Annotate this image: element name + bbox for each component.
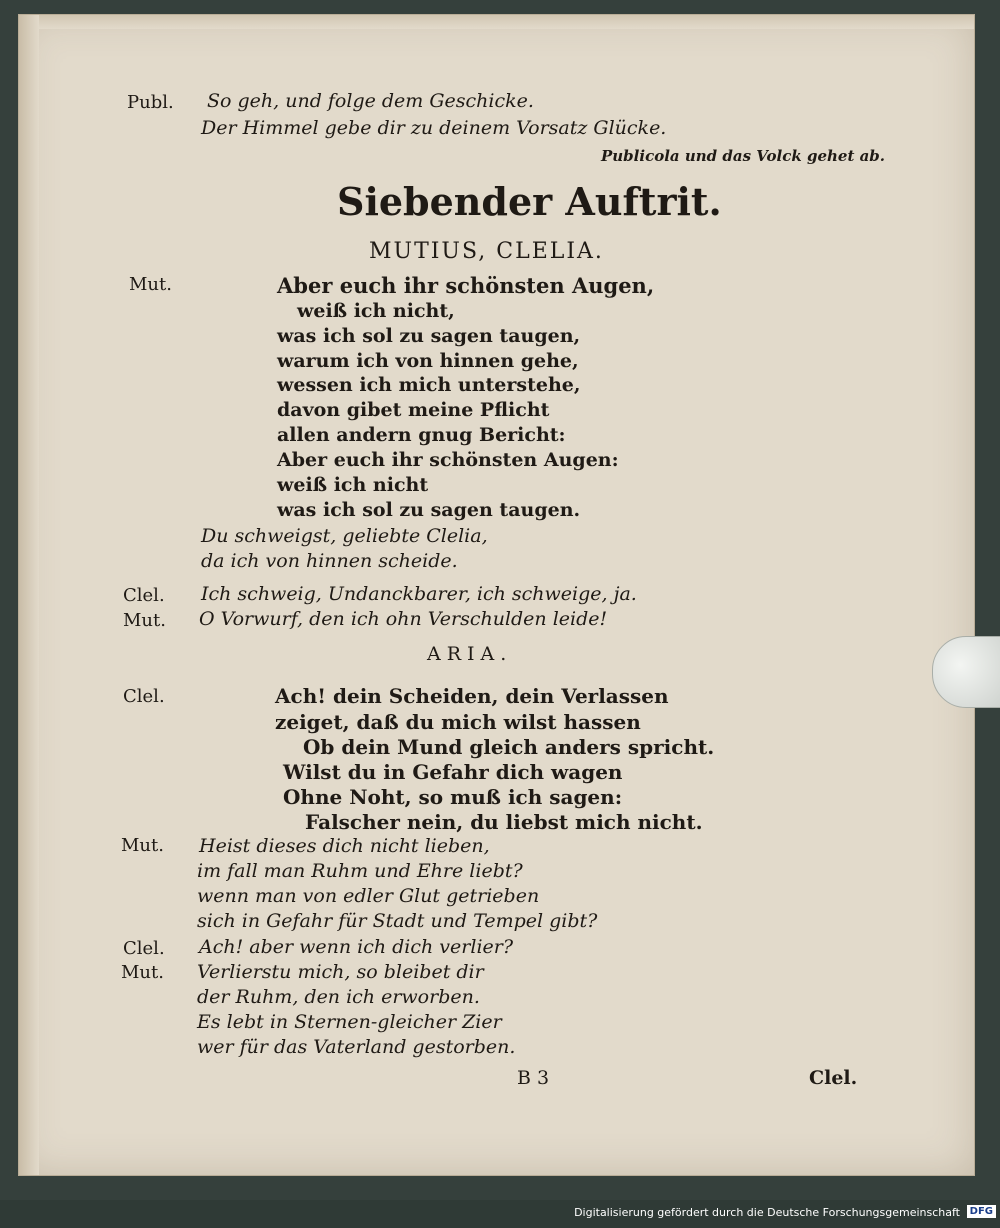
book-page bbox=[18, 14, 975, 1176]
text-line: Ach! aber wenn ich dich verlier? bbox=[199, 936, 514, 958]
text-line: Du schweigst, geliebte Clelia, bbox=[201, 525, 488, 547]
text-line: Aber euch ihr schönsten Augen: bbox=[277, 449, 619, 471]
text-line: was ich sol zu sagen taugen, bbox=[277, 325, 581, 347]
speaker-label: Mut. bbox=[129, 274, 172, 295]
speaker-label: Mut. bbox=[121, 962, 164, 983]
text-line: wenn man von edler Glut getrieben bbox=[197, 885, 540, 907]
speaker-label: Clel. bbox=[123, 938, 165, 959]
text-line: da ich von hinnen scheide. bbox=[201, 550, 458, 572]
scene-title: Siebender Auftrit. bbox=[337, 179, 722, 224]
text-line: davon gibet meine Pflicht bbox=[277, 399, 550, 421]
page-gutter bbox=[19, 15, 39, 1175]
text-line: Ohne Noht, so muß ich sagen: bbox=[283, 785, 623, 809]
funding-credit: Digitalisierung gefördert durch die Deutsche Forschungsgemeinschaft bbox=[574, 1206, 960, 1219]
speaker-label: Clel. bbox=[123, 585, 165, 606]
speaker-label: Mut. bbox=[121, 835, 164, 856]
text-line: zeiget, daß du mich wilst hassen bbox=[275, 710, 641, 734]
text-line: weiß ich nicht bbox=[277, 474, 429, 496]
text-line: Der Himmel gebe dir zu deinem Vorsatz Glücke. bbox=[201, 117, 667, 139]
speaker-label: Clel. bbox=[123, 686, 165, 707]
footer-bar bbox=[0, 1200, 1000, 1228]
aria-heading: ARIA. bbox=[427, 643, 513, 665]
page-marker-tab bbox=[932, 636, 1000, 708]
text-line: Ach! dein Scheiden, dein Verlassen bbox=[275, 684, 669, 708]
text-line: der Ruhm, den ich erworben. bbox=[197, 986, 480, 1008]
text-line: weiß ich nicht, bbox=[297, 300, 455, 322]
text-line: Heist dieses dich nicht lieben, bbox=[199, 835, 490, 857]
text-line: warum ich von hinnen gehe, bbox=[277, 350, 579, 372]
text-line: Ob dein Mund gleich anders spricht. bbox=[303, 735, 715, 759]
text-line: Verlierstu mich, so bleibet dir bbox=[197, 961, 484, 983]
text-line: Ich schweig, Undanckbarer, ich schweige, ja. bbox=[201, 583, 637, 605]
page-top-edge bbox=[39, 15, 974, 29]
text-line: sich in Gefahr für Stadt und Tempel gibt? bbox=[197, 910, 598, 932]
text-line: Falscher nein, du liebst mich nicht. bbox=[305, 810, 703, 834]
text-line: So geh, und folge dem Geschicke. bbox=[207, 90, 534, 112]
text-line: O Vorwurf, den ich ohn Verschulden leide! bbox=[199, 608, 608, 630]
text-line: wessen ich mich unterstehe, bbox=[277, 374, 581, 396]
character-list: MUTIUS, CLELIA. bbox=[369, 239, 604, 264]
text-line: was ich sol zu sagen taugen. bbox=[277, 499, 581, 521]
stage-direction: Publicola und das Volck gehet ab. bbox=[601, 147, 886, 165]
text-line: allen andern gnug Bericht: bbox=[277, 424, 566, 446]
catchword: Clel. bbox=[809, 1067, 858, 1089]
text-line: wer für das Vaterland gestorben. bbox=[197, 1036, 516, 1058]
text-line: Aber euch ihr schönsten Augen, bbox=[277, 273, 655, 298]
text-line: Es lebt in Sternen-gleicher Zier bbox=[197, 1011, 502, 1033]
text-line: Wilst du in Gefahr dich wagen bbox=[283, 760, 623, 784]
signature-mark: B 3 bbox=[517, 1067, 550, 1089]
dfg-logo: DFG bbox=[967, 1205, 996, 1218]
speaker-label: Mut. bbox=[123, 610, 166, 631]
text-line: im fall man Ruhm und Ehre liebt? bbox=[197, 860, 523, 882]
speaker-label: Publ. bbox=[127, 92, 174, 113]
